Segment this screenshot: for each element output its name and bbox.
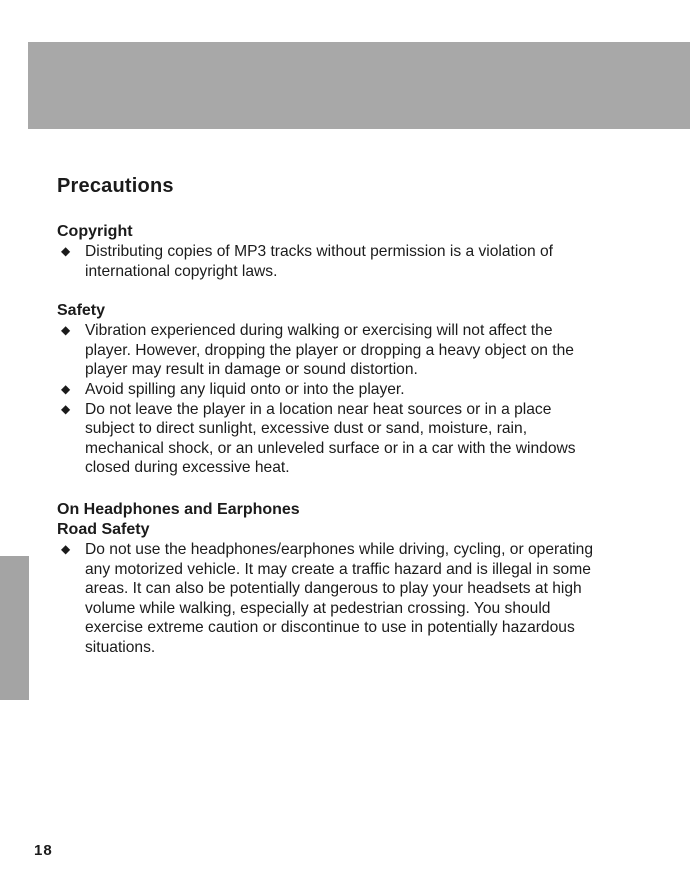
section-heading-headphones: On Headphones and Earphones (57, 500, 300, 518)
headphones-list (57, 540, 597, 658)
section-subheading-road-safety: Road Safety (57, 520, 150, 538)
diamond-bullet-icon: ◆ (61, 244, 71, 258)
list-item (57, 380, 597, 400)
list-item-text: Vibration experienced during walking or exercising will not affect the player. However, dropping the player or dropping a heavy object on the player may result in damage or sound distortion. (85, 322, 574, 379)
side-tab (0, 556, 29, 700)
list-item-text: Do not leave the player in a location near heat sources or in a place subject to direct sunlight, excessive dust or sand, moisture, rain, mechanical shock, or an unleveled surface or in a car with the windows closed during excessive heat. (85, 400, 576, 477)
section-copyright (57, 222, 597, 281)
header-band (28, 42, 690, 129)
list-item-text: Avoid spilling any liquid onto or into the player. (85, 380, 405, 398)
section-heading-copyright: Copyright (57, 223, 133, 240)
diamond-bullet-icon: ◆ (61, 541, 71, 556)
section-safety (57, 301, 597, 478)
list-item (57, 242, 597, 281)
list-item (57, 321, 597, 380)
list-item-text: Do not use the headphones/earphones while driving, cycling, or operating any motorized vehicle. It may create a traffic hazard and is illegal in some areas. It can also be potentially dangerous to play your headsets at high volume while walking, especially at pedestrian crossing. You should exercise extreme caution or discontinue to use in potentially hazardous situations. (85, 540, 593, 656)
list-item (57, 400, 597, 478)
page-content (57, 174, 597, 658)
diamond-bullet-icon: ◆ (61, 381, 71, 396)
list-item-text: Distributing copies of MP3 tracks without permission is a violation of international copyright laws. (85, 243, 554, 280)
list-item (57, 540, 597, 658)
section-headphones (57, 500, 597, 658)
copyright-list (57, 242, 597, 281)
page-number: 18 (34, 842, 53, 859)
section-heading-safety: Safety (57, 302, 106, 320)
safety-list (57, 321, 597, 478)
diamond-bullet-icon: ◆ (61, 323, 71, 338)
diamond-bullet-icon: ◆ (61, 401, 71, 416)
page-title: Precautions (57, 175, 174, 197)
